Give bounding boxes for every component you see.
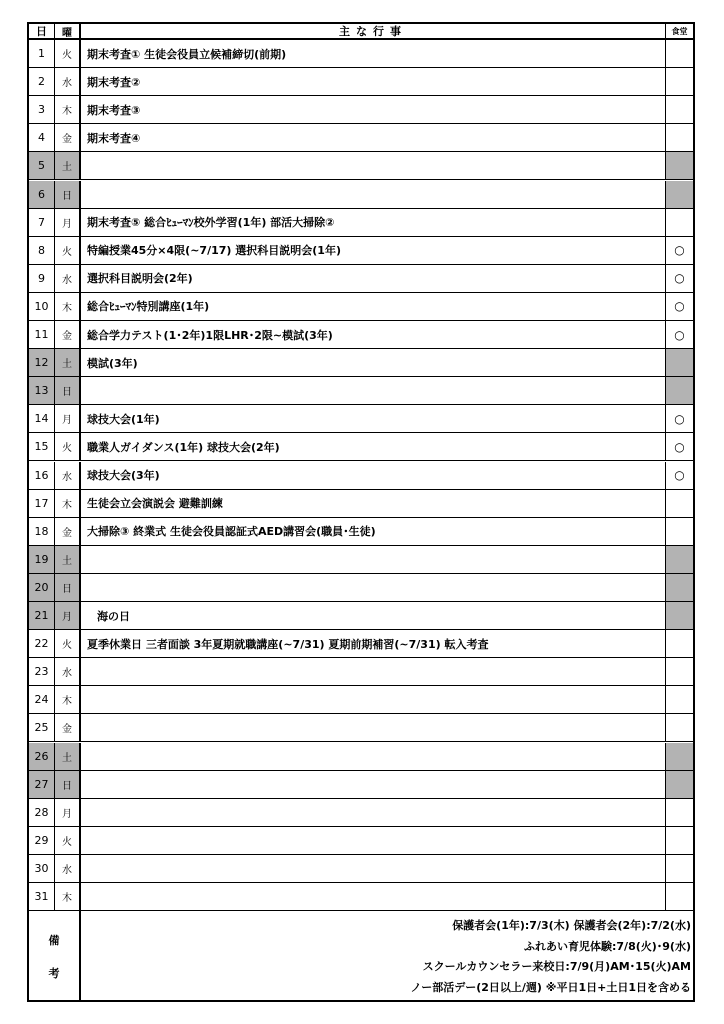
day-cell: 18 [29,518,55,545]
cafeteria-cell: ○ [674,439,685,454]
event-cell: 球技大会(3年) [81,462,666,489]
cafeteria-cell [666,181,693,208]
cafeteria-cell [666,855,693,882]
event-cell [81,855,666,882]
event-cell: 大掃除③ 終業式 生徒会役員認証式AED講習会(職員･生徒) [81,518,666,545]
weekday-cell: 金 [55,124,81,151]
weekday-cell: 土 [55,546,81,573]
cafeteria-cell [666,152,693,179]
day-cell: 30 [29,855,55,882]
weekday-cell: 火 [55,237,81,264]
notes-section [29,910,693,1001]
day-cell: 14 [29,405,55,432]
monthly-schedule-table [27,22,695,1002]
day-cell: 26 [29,743,55,770]
table-row [29,40,693,68]
day-cell: 23 [29,658,55,685]
weekday-cell: 水 [55,68,81,95]
cafeteria-cell [666,209,693,236]
notes-label-char-2: 考 [48,966,60,980]
table-row [29,124,693,152]
day-cell: 2 [29,68,55,95]
event-cell: 期末考査① 生徒会役員立候補締切(前期) [81,40,666,67]
cafeteria-cell [666,490,693,517]
table-header-row [29,24,693,40]
day-cell: 1 [29,40,55,67]
notes-label-char-1: 備 [48,933,60,947]
day-cell: 29 [29,827,55,854]
table-row [29,405,693,433]
weekday-cell: 日 [55,574,81,601]
weekday-cell: 木 [55,293,81,320]
note-line: ノー部活デー(2日以上/週) ※平日1日+土日1日を含める [410,980,691,994]
table-row [29,433,693,461]
event-cell [81,771,666,798]
table-row [29,602,693,630]
table-row [29,630,693,658]
event-cell [81,574,666,601]
day-cell: 27 [29,771,55,798]
day-cell: 9 [29,265,55,292]
day-cell: 17 [29,490,55,517]
table-row [29,743,693,771]
weekday-cell: 水 [55,855,81,882]
event-cell: 期末考査⑤ 総合ﾋｭｰﾏﾝ校外学習(1年) 部活大掃除② [81,209,666,236]
table-row [29,152,693,180]
cafeteria-cell: ○ [674,271,685,286]
weekday-cell: 木 [55,686,81,713]
weekday-cell: 月 [55,602,81,629]
table-row [29,462,693,490]
weekday-cell: 火 [55,827,81,854]
cafeteria-cell: ○ [674,411,685,426]
table-row [29,237,693,265]
cafeteria-cell: ○ [674,327,685,342]
event-cell: 期末考査④ [81,124,666,151]
weekday-cell: 日 [55,771,81,798]
day-cell: 8 [29,237,55,264]
table-row [29,771,693,799]
day-cell: 28 [29,799,55,826]
weekday-cell: 水 [55,265,81,292]
table-row [29,349,693,377]
event-cell [81,546,666,573]
weekday-cell: 火 [55,40,81,67]
cafeteria-cell [666,377,693,404]
event-cell [81,827,666,854]
weekday-cell: 木 [55,490,81,517]
table-row [29,883,693,911]
event-cell: 選択科目説明会(2年) [81,265,666,292]
cafeteria-cell [666,40,693,67]
cafeteria-cell [666,96,693,123]
event-cell [81,658,666,685]
notes-label [29,911,81,1001]
day-cell: 20 [29,574,55,601]
day-cell: 7 [29,209,55,236]
table-row [29,96,693,124]
event-cell: 特編授業45分×4限(~7/17) 選択科目説明会(1年) [81,237,666,264]
table-row [29,321,693,349]
event-cell [81,799,666,826]
event-cell: 球技大会(1年) [81,405,666,432]
event-cell: 模試(3年) [81,349,666,376]
table-row [29,574,693,602]
event-cell: 総合ﾋｭｰﾏﾝ特別講座(1年) [81,293,666,320]
note-line: ふれあい育児体験:7/8(火)･9(水) [524,939,691,953]
cafeteria-cell [666,883,693,910]
weekday-cell: 土 [55,743,81,770]
event-cell [81,714,666,741]
weekday-cell: 火 [55,630,81,657]
cafeteria-cell [666,546,693,573]
table-row [29,686,693,714]
weekday-cell: 金 [55,714,81,741]
event-cell [81,152,666,179]
event-cell: 夏季休業日 三者面談 3年夏期就職講座(~7/31) 夏期前期補習(~7/31) 転入考査 [81,630,666,657]
cafeteria-cell [666,124,693,151]
event-cell [81,377,666,404]
note-line: 保護者会(1年):7/3(木) 保護者会(2年):7/2(水) [452,919,691,933]
weekday-cell: 木 [55,96,81,123]
day-cell: 19 [29,546,55,573]
cafeteria-cell [666,771,693,798]
weekday-cell: 金 [55,321,81,348]
table-row [29,855,693,883]
weekday-cell: 日 [55,181,81,208]
cafeteria-cell [666,686,693,713]
cafeteria-cell [666,827,693,854]
header-cafeteria: 食堂 [671,26,688,36]
table-row [29,265,693,293]
table-row [29,68,693,96]
table-row [29,827,693,855]
note-line: スクールカウンセラー来校日:7/9(月)AM･15(火)AM [422,960,691,974]
table-row [29,181,693,209]
event-cell: 生徒会立会演説会 避難訓練 [81,490,666,517]
day-cell: 13 [29,377,55,404]
weekday-cell: 土 [55,152,81,179]
cafeteria-cell [666,349,693,376]
cafeteria-cell [666,658,693,685]
day-cell: 16 [29,462,55,489]
day-cell: 22 [29,630,55,657]
event-cell [81,181,666,208]
header-weekday: 曜 [55,24,81,38]
table-row [29,714,693,742]
weekday-cell: 月 [55,209,81,236]
weekday-cell: 日 [55,377,81,404]
header-events: 主な行事 [81,24,666,38]
table-row [29,293,693,321]
table-row [29,490,693,518]
event-cell: 総合学力テスト(1･2年)1限LHR･2限~模試(3年) [81,321,666,348]
day-cell: 4 [29,124,55,151]
table-row [29,799,693,827]
day-cell: 3 [29,96,55,123]
table-row [29,377,693,405]
cafeteria-cell [666,630,693,657]
day-cell: 6 [29,181,55,208]
weekday-cell: 火 [55,433,81,460]
weekday-cell: 水 [55,658,81,685]
day-cell: 10 [29,293,55,320]
day-cell: 25 [29,714,55,741]
cafeteria-cell: ○ [674,468,685,483]
weekday-cell: 月 [55,799,81,826]
event-cell: 期末考査③ [81,96,666,123]
weekday-cell: 木 [55,883,81,910]
weekday-cell: 土 [55,349,81,376]
day-cell: 5 [29,152,55,179]
event-cell: 職業人ガイダンス(1年) 球技大会(2年) [81,433,666,460]
weekday-cell: 月 [55,405,81,432]
day-cell: 31 [29,883,55,910]
cafeteria-cell [666,714,693,741]
weekday-cell: 水 [55,462,81,489]
table-row [29,658,693,686]
cafeteria-cell [666,743,693,770]
table-row [29,209,693,237]
weekday-cell: 金 [55,518,81,545]
cafeteria-cell: ○ [674,243,685,258]
cafeteria-cell [666,574,693,601]
event-cell [81,743,666,770]
day-cell: 15 [29,433,55,460]
cafeteria-cell [666,68,693,95]
table-row [29,518,693,546]
event-cell: 海の日 [81,602,666,629]
event-cell: 期末考査② [81,68,666,95]
day-cell: 11 [29,321,55,348]
table-row [29,546,693,574]
cafeteria-cell: ○ [674,299,685,314]
cafeteria-cell [666,602,693,629]
day-cell: 12 [29,349,55,376]
event-cell [81,686,666,713]
header-day: 日 [29,24,55,38]
day-cell: 24 [29,686,55,713]
cafeteria-cell [666,799,693,826]
notes-lines [81,911,693,1001]
day-cell: 21 [29,602,55,629]
cafeteria-cell [666,518,693,545]
event-cell [81,883,666,910]
